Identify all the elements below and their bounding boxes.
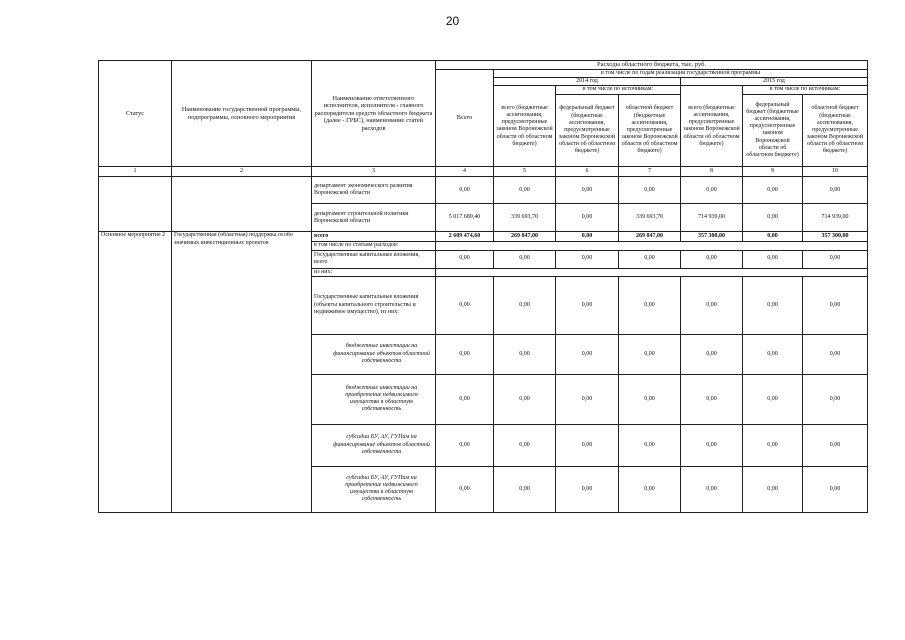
value-cell: 0,00 bbox=[556, 334, 619, 374]
value-cell: 0,00 bbox=[494, 177, 556, 204]
row-label: субсидии БУ, АУ, ГУПам на финансирование объектов областной собственности bbox=[312, 424, 436, 466]
value-cell: 0,00 bbox=[436, 424, 494, 466]
value-cell: 0,00 bbox=[803, 466, 868, 512]
page-number: 20 bbox=[445, 14, 460, 28]
value-cell: 0,00 bbox=[436, 334, 494, 374]
value-cell: 0,00 bbox=[743, 204, 803, 232]
header-executor: Наименование ответственного исполнителя, исполнителя - главного распорядителя средств областного бюджета (далее - ГРБС), наименование статей расходов bbox=[312, 61, 436, 167]
budget-table bbox=[98, 60, 868, 513]
header-year-2015: 2015 год bbox=[681, 78, 868, 86]
value-cell: 0,00 bbox=[681, 424, 743, 466]
header-status: Статус bbox=[99, 61, 172, 167]
value-cell: 2 609 474,60 bbox=[436, 232, 494, 242]
program-cell-empty bbox=[172, 177, 312, 232]
header-sources-2014: в том числе по источникам: bbox=[556, 86, 681, 94]
header-by-years: в том числе по годам реализации государственной программы bbox=[494, 70, 868, 78]
value-cell: 269 847,00 bbox=[494, 232, 556, 242]
value-cell: 0,00 bbox=[681, 276, 743, 334]
value-cell: 0,00 bbox=[436, 250, 494, 268]
col-number: 1 bbox=[99, 167, 172, 177]
value-cell: 0,00 bbox=[803, 374, 868, 424]
value-cell: 0,00 bbox=[743, 466, 803, 512]
value-cell: 0,00 bbox=[803, 276, 868, 334]
value-cell: 0,00 bbox=[494, 250, 556, 268]
value-cell: 0,00 bbox=[556, 466, 619, 512]
col-number: 10 bbox=[803, 167, 868, 177]
value-cell: 0,00 bbox=[556, 374, 619, 424]
value-cell: 0,00 bbox=[681, 374, 743, 424]
value-cell: 0,00 bbox=[556, 232, 619, 242]
header-program-name: Наименование государственной программы, подпрограммы, основного мероприятия bbox=[172, 61, 312, 167]
value-cell: 0,00 bbox=[556, 276, 619, 334]
header-year-2014: 2014 год bbox=[494, 78, 681, 86]
table-row bbox=[99, 232, 868, 242]
value-cell: 0,00 bbox=[556, 250, 619, 268]
value-cell: 339 693,70 bbox=[619, 204, 681, 232]
row-label: всего bbox=[312, 232, 436, 242]
header-sources-2015: в том числе по источникам: bbox=[743, 86, 868, 94]
empty-cell bbox=[436, 242, 868, 250]
value-cell: 0,00 bbox=[743, 424, 803, 466]
value-cell: 0,00 bbox=[803, 250, 868, 268]
row-label: Государственные капитальные вложения, всего bbox=[312, 250, 436, 268]
value-cell: 0,00 bbox=[619, 177, 681, 204]
value-cell: 0,00 bbox=[619, 250, 681, 268]
value-cell: 0,00 bbox=[494, 424, 556, 466]
value-cell: 5 017 680,40 bbox=[436, 204, 494, 232]
value-cell: 0,00 bbox=[556, 424, 619, 466]
header-col5: всего (бюджетные ассигнования, предусмотренные законом Воронежской области об областном бюджете) bbox=[494, 86, 556, 167]
value-cell: 0,00 bbox=[743, 374, 803, 424]
value-cell: 0,00 bbox=[803, 177, 868, 204]
value-cell: 714 939,00 bbox=[681, 204, 743, 232]
value-cell: 0,00 bbox=[743, 334, 803, 374]
header-budget-title: Расходы областного бюджета, тыс. руб. bbox=[436, 61, 868, 70]
value-cell: 0,00 bbox=[494, 466, 556, 512]
value-cell: 0,00 bbox=[619, 334, 681, 374]
value-cell: 269 847,00 bbox=[619, 232, 681, 242]
row-label: бюджетные инвестиции на финансирование объектов областной собственности bbox=[312, 334, 436, 374]
value-cell: 0,00 bbox=[436, 374, 494, 424]
value-cell: 0,00 bbox=[556, 204, 619, 232]
header-col8: всего (бюджетные ассигнования, предусмотренные законом Воронежской области об областном бюджете) bbox=[681, 86, 743, 167]
value-cell: 0,00 bbox=[743, 276, 803, 334]
col-number: 8 bbox=[681, 167, 743, 177]
status-cell-empty bbox=[99, 177, 172, 232]
row-label: бюджетные инвестиции на приобретение недвижимого имущества в областную собственность bbox=[312, 374, 436, 424]
value-cell: 0,00 bbox=[619, 374, 681, 424]
event-status: Основное мероприятие 2 bbox=[99, 232, 172, 512]
value-cell: 0,00 bbox=[619, 276, 681, 334]
row-label: субсидии БУ, АУ, ГУПам на приобретение недвижимого имущества в областную собственность bbox=[312, 466, 436, 512]
header-col6: федеральный бюджет (бюджетные ассигнования, предусмотренные законом Воронежской области об областном бюджете) bbox=[556, 94, 619, 167]
value-cell: 0,00 bbox=[681, 334, 743, 374]
header-col10: областной бюджет (бюджетные ассигнования, предусмотренные законом Воронежской области об областном бюджете) bbox=[803, 94, 868, 167]
col-number: 3 bbox=[312, 167, 436, 177]
value-cell: 0,00 bbox=[681, 250, 743, 268]
value-cell: 339 693,70 bbox=[494, 204, 556, 232]
col-number: 6 bbox=[556, 167, 619, 177]
event-name: Государственная (областная) поддержка особо значимых инвестиционных проектов bbox=[172, 232, 312, 512]
value-cell: 0,00 bbox=[681, 177, 743, 204]
value-cell: 0,00 bbox=[436, 276, 494, 334]
value-cell: 0,00 bbox=[494, 276, 556, 334]
value-cell: 0,00 bbox=[619, 466, 681, 512]
value-cell: 0,00 bbox=[494, 334, 556, 374]
row-label: в том числе по статьям расходов: bbox=[312, 242, 436, 250]
empty-cell bbox=[436, 268, 868, 276]
value-cell: 357 300,00 bbox=[681, 232, 743, 242]
value-cell: 0,00 bbox=[743, 250, 803, 268]
value-cell: 0,00 bbox=[436, 466, 494, 512]
value-cell: 0,00 bbox=[619, 424, 681, 466]
value-cell: 0,00 bbox=[743, 232, 803, 242]
value-cell: 0,00 bbox=[556, 177, 619, 204]
row-label: департамент экономического развития Воронежской области bbox=[312, 177, 436, 204]
row-label: из них: bbox=[312, 268, 436, 276]
value-cell: 357 300,00 bbox=[803, 232, 868, 242]
value-cell: 0,00 bbox=[681, 466, 743, 512]
col-number: 7 bbox=[619, 167, 681, 177]
col-number: 4 bbox=[436, 167, 494, 177]
value-cell: 714 939,00 bbox=[803, 204, 868, 232]
value-cell: 0,00 bbox=[436, 177, 494, 204]
header-col7: областной бюджет (бюджетные ассигнования, предусмотренные законом Воронежской области об областном бюджете) bbox=[619, 94, 681, 167]
value-cell: 0,00 bbox=[743, 177, 803, 204]
header-col9: федеральный бюджет (бюджетные ассигнования, предусмотренные законом Воронежской области об областном бюджете) bbox=[743, 94, 803, 167]
table-row bbox=[99, 177, 868, 204]
value-cell: 0,00 bbox=[803, 334, 868, 374]
col-number: 2 bbox=[172, 167, 312, 177]
row-label: департамент строительной политики Воронежской области bbox=[312, 204, 436, 232]
header-total: Всего bbox=[436, 70, 494, 167]
row-label: Государственные капитальные вложения (объекты капитального строительства и недвижимое имущество), из них: bbox=[312, 276, 436, 334]
col-number: 9 bbox=[743, 167, 803, 177]
value-cell: 0,00 bbox=[803, 424, 868, 466]
col-number: 5 bbox=[494, 167, 556, 177]
value-cell: 0,00 bbox=[494, 374, 556, 424]
